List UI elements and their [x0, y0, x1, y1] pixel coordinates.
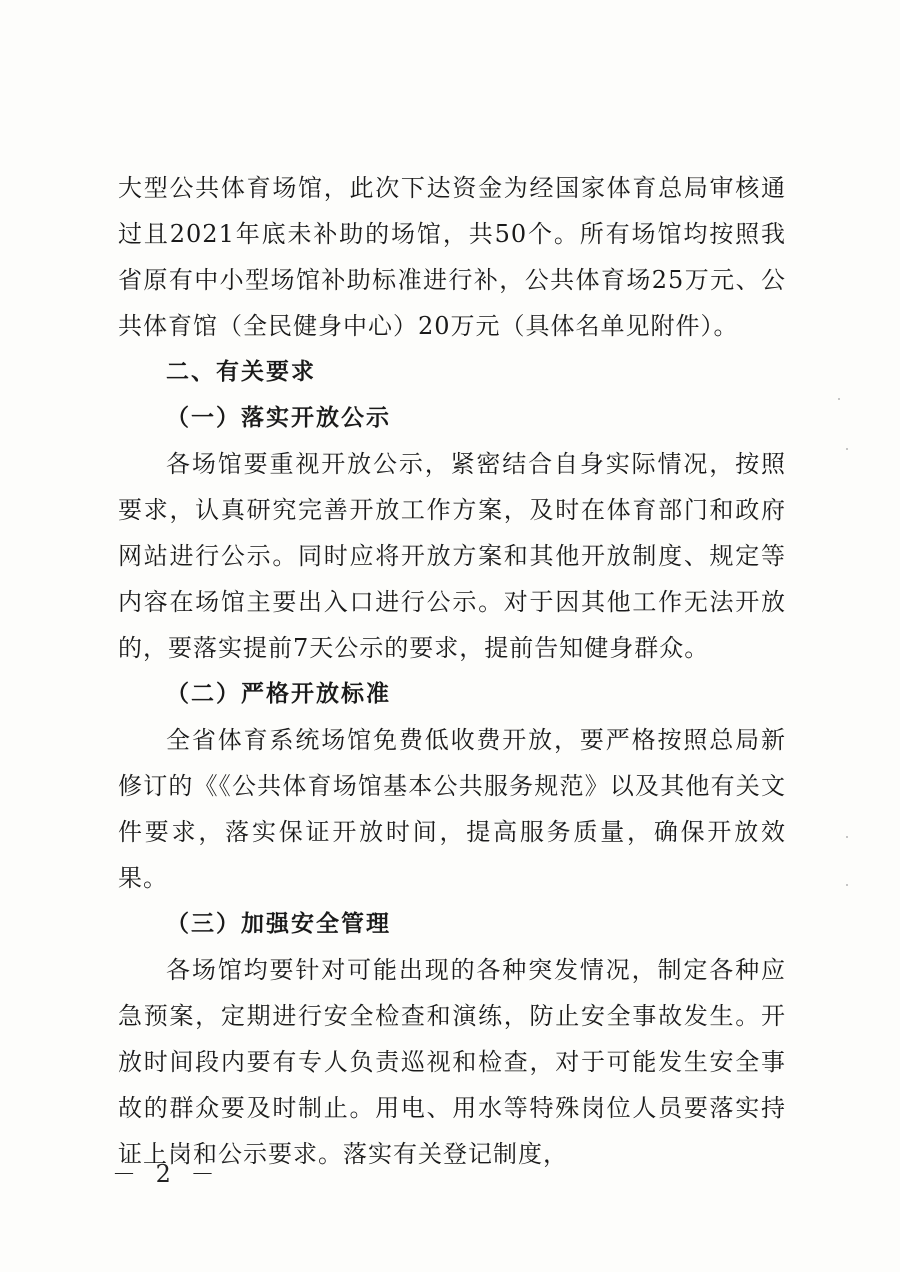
subheading-open-standards: （二）严格开放标准 [166, 681, 391, 707]
page-number: － 2 － [112, 1160, 221, 1188]
body-text [118, 165, 786, 1177]
section-heading-requirements: 二、有关要求 [166, 359, 316, 385]
paragraph-open-standards: 全省体育系统场馆免费低收费开放，要严格按照总局新修订的《《公共体育场馆基本公共服务规范》以及其他有关文件要求，落实保证开放时间，提高服务质量，确保开放效果。 [118, 726, 786, 892]
subheading-safety-management: （三）加强安全管理 [166, 911, 391, 937]
scan-speck [846, 836, 848, 838]
subheading-open-publicity: （一）落实开放公示 [166, 405, 391, 431]
paragraph-safety-management: 各场馆均要针对可能出现的各种突发情况，制定各种应急预案，定期进行安全检查和演练，防止安全事故发生。开放时间段内要有专人负责巡视和检查，对于可能发生安全事故的群众要及时制止。用电、用水等特殊岗位人员要落实持证上岗和公示要求。落实有关登记制度， [118, 956, 786, 1168]
paragraph-open-publicity: 各场馆要重视开放公示，紧密结合自身实际情况，按照要求，认真研究完善开放工作方案，及时在体育部门和政府网站进行公示。同时应将开放方案和其他开放制度、规定等内容在场馆主要出入口进行公示。对于因其他工作无法开放的，要落实提前7天公示的要求，提前告知健身群众。 [118, 450, 786, 662]
paragraph-continuation: 大型公共体育场馆，此次下达资金为经国家体育总局审核通过且2021年底未补助的场馆，共50个。所有场馆均按照我省原有中小型场馆补助标准进行补，公共体育场25万元、公共体育馆（全民健身中心）20万元（具体名单见附件）。 [118, 174, 786, 340]
scan-speck [846, 448, 848, 450]
scan-speck [846, 884, 848, 886]
scan-speck [838, 398, 840, 400]
